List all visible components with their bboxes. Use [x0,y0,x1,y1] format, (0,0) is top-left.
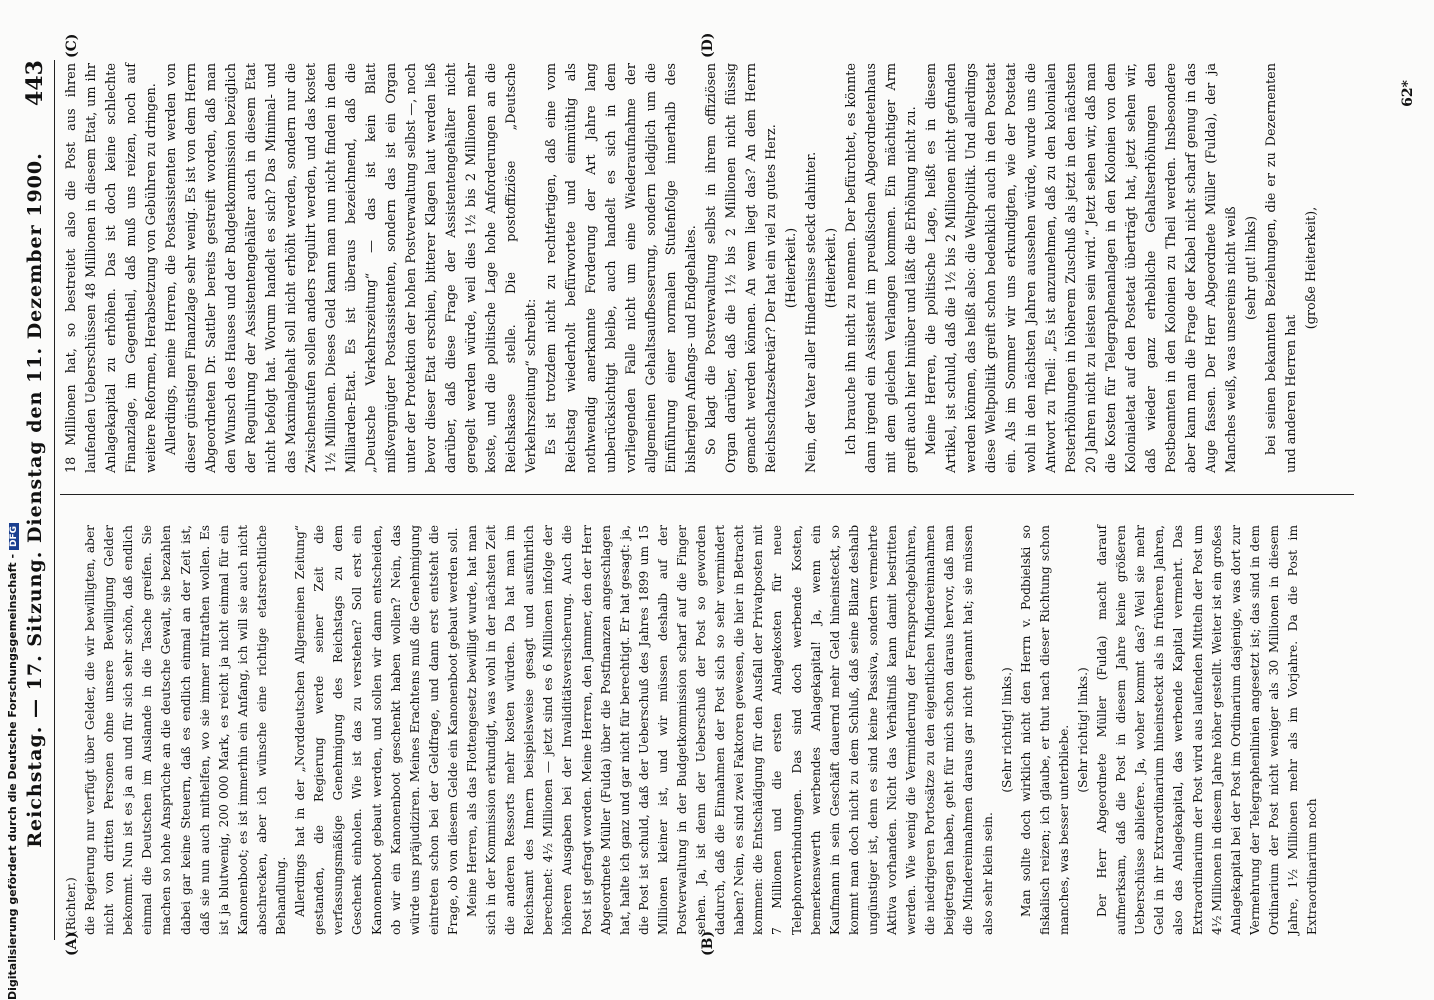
right-text-column [62,63,1322,473]
paragraph: (Sehr richtig! links.) [999,667,1014,793]
paragraph: die Regierung nur verfügt über Gelder, die wir bewilligten, aber nicht von dritten Personen ohne unsere Bewilligung Gelder bekommt. Nun ist es ja an und für sich sehr schön, daß endlich einmal die Deutschen im Auslande in die Tasche greifen. Sie machen so hohe Ansprüche an die deutsche Gewalt, sie bezahlen dabei gar keine Steuern, daß es endlich einmal an der Zeit ist, daß sie nun auch mithelfen, wo sie immer mitrathen wollen. Es ist ja blutwenig, 200 000 Mark, es reicht ja nicht einmal für ein Kanonenboot; es ist immerhin ein Anfang, ich will sie auch nicht abschrecken, aber ich wünsche eine richtige etatsrechtliche Behandlung. [83,525,289,935]
paragraph: (Heiterkeit.) [784,227,799,309]
margin-marker-b: (B) [700,930,716,956]
paragraph: Der Herr Abgeordnete Müller (Fulda) macht darauf aufmerksam, daß die Post in diesem Jahre keine größeren Ueberschüsse abliefere. Ja, woher kommt das? Weil sie mehr Geld in ihr Extraordinarium hineinsteckt als in früheren Jahren, also das Anlagekapital, das werbende Kapital vermehrt. Das Extraordinarium der Post wird aus laufenden Mitteln der Post um 4½ Millionen in diesem Jahre höher gestellt. Weiter ist ein großes Anlagekapital bei der Post im Ordinarium dasjenige, was dort zur Vermehrung der Telegraphenlinien angesetzt ist; das sind in dem Ordinarium der Post nicht weniger als 30 Millionen in diesem Jahre, 1½ Millionen mehr als im Vorjahre. Da die Post im Extraordinarium noch [1095,525,1320,935]
paragraph: (sehr gut! links) [1244,215,1259,321]
left-text-column [62,525,1322,935]
digitization-credit [6,0,20,1000]
paragraph: Ich brauche ihn nicht zu nennen. Der befürchtet, es könnte dann irgend ein Assistent im preußischen Abgeordnetenhaus mit dem gleichen Verlangen kommen. Ein mächtiger Arm greift auch hier hinüber und läßt die Erhöhung nicht zu. [844,63,919,473]
dfg-logo: DFG [9,523,19,550]
paragraph: (Sehr richtig! links.) [1075,667,1090,793]
page-title: Reichstag. — 17. Sitzung. Dienstag den 11. Dezember 1900. [24,152,46,848]
paragraph: bei seinen bekannten Beziehungen, die er zu Dezernenten und anderen Herren hat [1264,63,1299,473]
paragraph: Man sollte doch wirklich nicht den Herrn v. Podbielski so fiskalisch reizen; ich glaube, er thut nach dieser Richtung schon manches, was besser unterbliebe. [1018,525,1071,935]
paragraph: 18 Millionen hat, so bestreitet also die Post aus ihren laufenden Ueberschüssen 48 Millionen in diesem Etat, um ihr Anlagekapital zu erhöhen. Das ist doch keine schlechte Finanzlage, im Gegentheil, daß muß uns reizen, noch auf weitere Reformen, Herabsetzung von Gebühren zu dringen. [64,63,159,473]
paragraph: (Richter.) [64,877,78,935]
page-number: 443 [22,60,48,106]
margin-marker-a: (A) [64,931,80,956]
header-rule [54,60,55,940]
paragraph: Nein, der Vater aller Hindernisse steckt dahinter. [804,151,819,473]
credit-text: Digitalisierung gefördert durch die Deutsche Forschungsgemeinschaft - [6,553,19,1000]
paragraph: Allerdings, meine Herren, die Postassistenten werden von dieser günstigen Finanzlage sehr wenig. Es ist von dem Herrn Abgeordneten Dr. Sattler bereits gestreift worden, daß man den Wunsch des Hauses und der Budgetkommission bezüglich der Regulirung der Assistentengehälter auch in diesem Etat nicht befolgt hat. Worum handelt es sich? Das Minimal- und das Maximalgehalt soll nicht erhöht werden, sondern nur die Zwischenstufen sollen anders regulirt werden, und das kostet 1½ Millionen. Dieses Geld kann man nun nicht finden in dem Milliarden-Etat. Es ist überaus bezeichnend, daß die „Deutsche Verkehrszeitung“ — das ist kein Blatt mißvergnügter Postassistenten, sondern das ist ein Organ unter der Protektion der hohen Postverwaltung selbst —, noch bevor dieser Etat erschien, bitterer Klagen laut werden ließ darüber, daß diese Frage der Assistentengehälter nicht geregelt werden würde, weil dies 1½ bis 2 Millionen mehr koste, und die politische Lage hohe Anforderungen an die Reichskasse stelle. Die postoffiziöse „Deutsche Verkehrszeitung“ schreibt: [164,63,539,473]
signature-mark: 62* [1400,80,1416,107]
paragraph: (große Heiterkeit), [1304,206,1319,330]
page-header [22,60,52,940]
paragraph: So klagt die Postverwaltung selbst in ihrem offiziösen Organ darüber, daß die 1½ bis 2 Millionen nicht flüssig gemacht werden können. An wem liegt das? An dem Herrn Reichsschatzsekretär? Der hat ein viel zu gutes Herz. [704,63,779,473]
paragraph: (Heiterkeit.) [824,227,839,309]
paragraph: Meine Herren, die politische Lage, heißt es in diesem Artikel, ist schuld, daß die 1½ bis 2 Millionen nicht gefunden werden können, das heißt also: die Weltpolitik. Und allerdings diese Weltpolitik greift schon bedenklich auch in den Postetat ein. Als im Sommer wir uns erkundigten, wie der Postetat wohl in den nächsten Jahren aussehen würde, wurde uns die Antwort zu Theil: „Es ist anzunehmen, daß zu den kolonialen Posterhöhungen in höherem Zuschuß als jetzt in den nächsten 20 Jahren nicht zu leisten sein wird.“ Jetzt sehen wir, daß man die Kosten für Telegraphenanlagen in den Kolonien von dem Kolonialetat auf den Postetat überträgt hat, jetzt sehen wir, daß wieder ganz erhebliche Gehaltserhöhungen den Postbeamten in den Kolonien zu Theil werden. Insbesondere aber kann man die Frage der Kabel nicht scharf genug in das Auge fassen. Der Herr Abgeordnete Müller (Fulda), der ja Manches weiß, was unsereins nicht weiß [924,63,1239,473]
paragraph: Allerdings hat in der „Norddeutschen Allgemeinen Zeitung“ gestanden, die Regierung werde seiner Zeit die verfassungsmäßige Genehmigung des Reichstags zu dem Geschenk einholen. Wie ist das zu verstehen? Soll erst ein Kanonenboot gebaut werden, und sollen wir dann entscheiden, ob wir ein Kanonenboot geschenkt haben wollen? Nein, das würde uns präjudiziren. Meines Erachtens muß die Genehmigung eintreten schon bei der Geldfrage, und dann erst entsteht die Frage, ob von diesem Gelde ein Kanonenboot gebaut werden soll. [293,525,460,935]
paragraph: Meine Herren, als das Flottengesetz bewilligt wurde, hat man sich in der Kommission erkundigt, was wohl in der nächsten Zeit die anderen Ressorts mehr kosten würden. Da hat man im Reichsamt des Innern beispielsweise gesagt und ausführlich berechnet: 4½ Millionen — jetzt sind es 6 Millionen infolge der höheren Ausgaben bei der Invaliditätsversicherung. Auch die Post ist gefragt worden. Meine Herren, den Jammer, den der Herr Abgeordnete Müller (Fulda) über die Postfinanzen angeschlagen hat, halte ich ganz und gar nicht für berechtigt. Er hat gesagt: ja, die Post ist schuld, daß der Ueberschuß des Jahres 1899 um 15 Millionen kleiner ist, und wir müssen deshalb auf der Postverwaltung in der Budgetkommission scharf auf die Finger sehen. Ja, ist denn der Ueberschuß der Post so geworden dadurch, daß die Einnahmen der Post sich so sehr vermindert haben? Nein, es sind zwei Faktoren gewesen, die hier in Betracht kommen: die Entschädigung für den Ausfall der Privatposten mit 7 Millionen und die ersten Anlagekosten für neue Telephonverbindungen. Das sind doch werbende Kosten, bemerkenswerth werbendes Anlagekapital! Ja, wenn ein Kaufmann in sein Geschäft dauernd mehr Geld hineinsteckt, so kommt man doch nicht zu dem Schluß, daß seine Bilanz deshalb ungünstiger ist, denn es sind keine Passiva, sondern vermehrte Aktiva vorhanden. Nicht das Verhältniß kann damit bestritten werden. Wie wenig die Verminderung der Fernsprechgebühren, die niedrigeren Portosätze zu den eigentlichen Mindereinnahmen beigetragen haben, geht für mich schon daraus hervor, daß man die Mindereinnahmen daraus gar nicht genannt hat; sie müssen also sehr klein sein. [464,525,995,935]
paragraph: Es ist trotzdem nicht zu rechtfertigen, daß eine vom Reichstag wiederholt befürwortete und einmüthig als nothwendig anerkannte Forderung der Art Jahre lang unberücksichtigt bleibe, auch handelt es sich in dem vorliegenden Falle nicht um eine Wiederaufnahme der allgemeinen Gehaltsaufbesserung, sondern lediglich um die Einführung einer normalen Stufenfolge innerhalb des bisherigen Anfangs- und Endgehaltes. [544,63,699,473]
margin-marker-c: (C) [64,33,80,58]
margin-marker-d: (D) [700,32,716,58]
column-divider [60,494,1354,495]
